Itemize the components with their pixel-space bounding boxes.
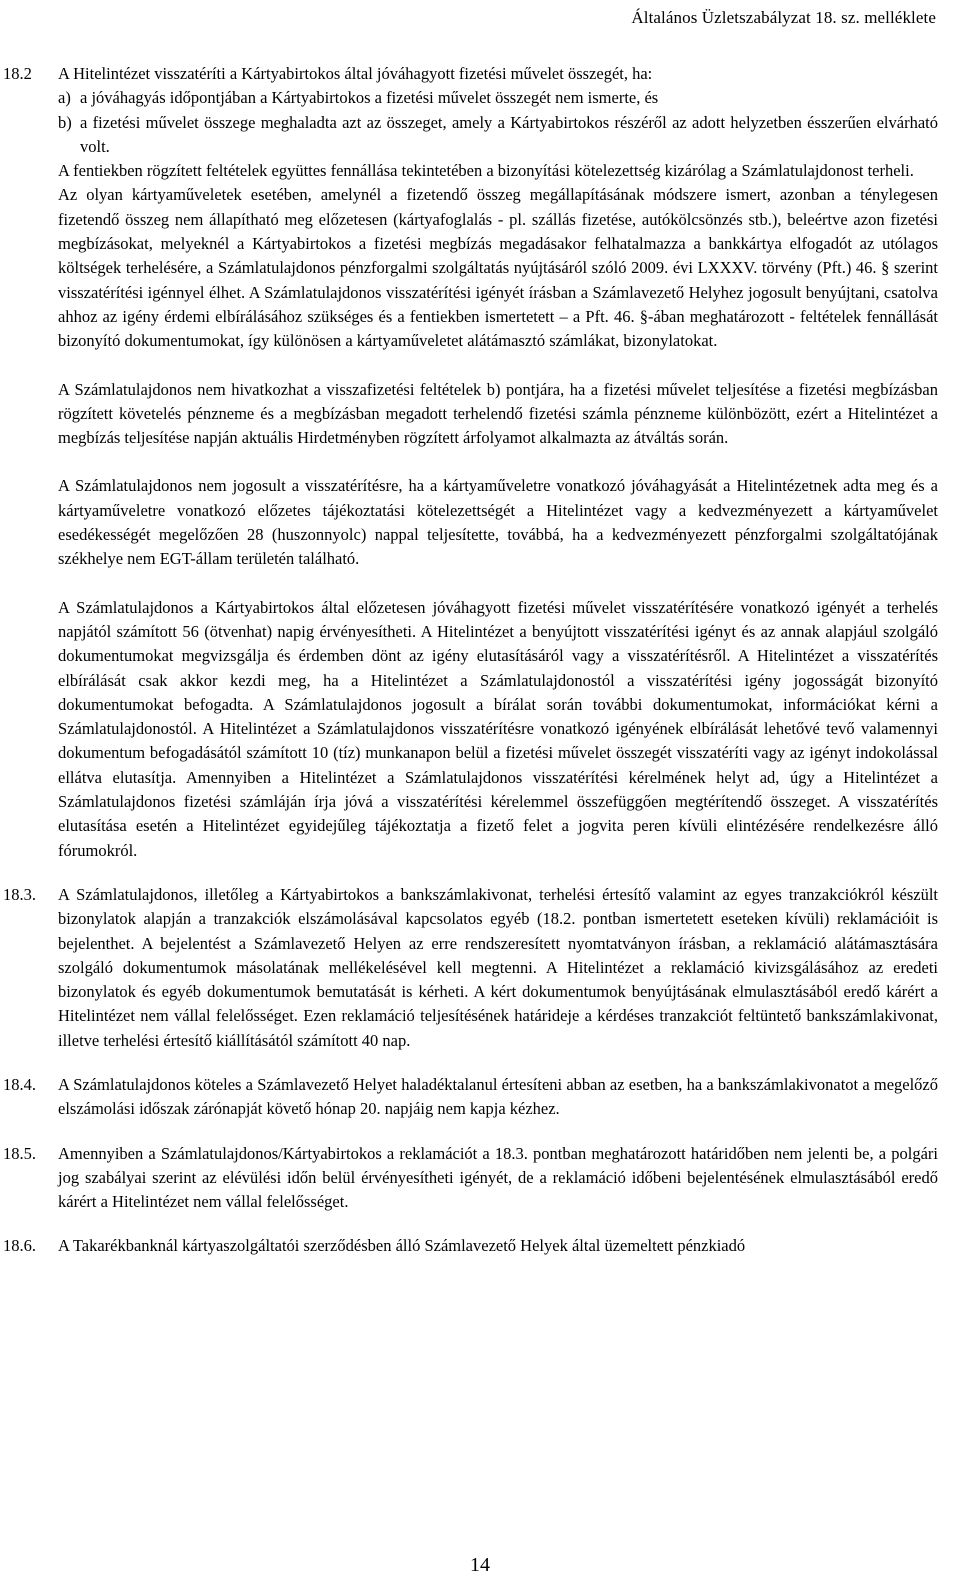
section-intro: A Hitelintézet visszatéríti a Kártyabirtokos által jóváhagyott fizetési művelet összegét, ha: [58, 64, 653, 83]
section-text: A Takarékbanknál kártyaszolgáltatói szerződésben álló Számlavezető Helyek által üzemeltett pénzkiadó [58, 1236, 746, 1256]
list-item-text: a jóváhagyás időpontjában a Kártyabirtokos a fizetési művelet összegét nem ismerte, és [80, 88, 659, 108]
section-18-5 [0, 1142, 960, 1215]
section-text: A Számlatulajdonos köteles a Számlavezető Helyet haladéktalanul értesíteni abban az esetben, ha a bankszámlakivonatot a megelőző elszámolási időszak zárónapját követő hónap 20. napjáig nem kapja kézhez. [58, 1074, 938, 1119]
page-number: 14 [470, 1554, 490, 1576]
section-18-4 [0, 1073, 960, 1122]
section-body [58, 62, 938, 863]
section-18-2 [0, 62, 960, 863]
paragraph: A Számlatulajdonos a Kártyabirtokos által előzetesen jóváhagyott fizetési művelet visszatérítésére vonatkozó igényét a terhelés napjától számított 56 (ötvenhat) napig érvényesítheti. A Hitelintézet a benyújtott visszatérítési igényt és az annak alapjául szolgáló dokumentumokat megvizsgálja és érdemben dönt az igény elutasításáról vagy a visszatérítésről. A Hitelintézet a visszatérítés elbírálását csak akkor kezdi meg, ha a Hitelintézet a Számlatulajdonostól a visszatérítési igény jogosságát bizonyító dokumentumokat befogadta. A Számlatulajdonos jogosult a bírálat során további dokumentumokat, információkat kérni a Számlatulajdonostól. A Hitelintézet a Számlatulajdonos visszatérítésre vonatkozó igényének elbírálását lehetővé tevő valamennyi dokumentum befogadásától számított 10 (tíz) munkanapon belül a fizetési művelet összegét visszatéríti vagy az igényt indokolással ellátva elutasítja. Amennyiben a Hitelintézet a Számlatulajdonos visszatérítési kérelmének helyt ad, úgy a Hitelintézet a Számlatulajdonos fizetési számláján írja jóvá a visszatérítési kérelemmel összefüggően megtérítendő összeget. A visszatérítés elutasítása esetén a Hitelintézet egyidejűleg tájékoztatja a fizető felet a jogvita peren kívüli elintézésére rendelkezésre álló fórumokról. [58, 597, 938, 860]
section-number: 18.3. [3, 884, 36, 904]
paragraph: A Számlatulajdonos nem hivatkozhat a visszafizetési feltételek b) pontjára, ha a fizetési művelet teljesítése a fizetési megbízásban rögzített követelés pénzneme és a megbízásban megadott terhelendő fizetési számla pénzneme különbözött, ezért a Hitelintézet a megbízás teljesítése napján aktuális Hirdetményben rögzített árfolyamot alkalmazta az átváltás során. [58, 379, 938, 448]
list-item [58, 111, 938, 160]
section-number: 18.2 [3, 64, 32, 83]
list-item-label: b) [58, 112, 72, 132]
section-number: 18.4. [3, 1074, 36, 1094]
section-number: 18.6. [3, 1236, 36, 1256]
section-18-6 [0, 1234, 960, 1258]
list-item-text: a fizetési művelet összege meghaladta azt az összeget, amely a Kártyabirtokos részéről az adott helyzetben ésszerűen elvárható volt. [80, 112, 938, 156]
list-item-label: a) [58, 88, 71, 108]
section-number: 18.5. [3, 1143, 36, 1163]
paragraph: A fentiekben rögzített feltételek együttes fennállása tekintetében a bizonyítási kötelezettség kizárólag a Számlatulajdonost terheli. [58, 161, 914, 181]
section-text: Amennyiben a Számlatulajdonos/Kártyabirtokos a reklamációt a 18.3. pontban meghatározott határidőben nem jelenti be, a polgári jog szabályai szerint az elévülési időn belül érvényesítheti igényét, de a reklamáció időbeni bejelentésének elmulasztásából eredő kárért a Hitelintézet nem vállal felelősséget. [58, 1143, 938, 1212]
list-item [58, 86, 938, 110]
document-header: Általános Üzletszabályzat 18. sz. melléklete [631, 8, 936, 27]
paragraph: A Számlatulajdonos nem jogosult a visszatérítésre, ha a kártyaműveletre vonatkozó jóváhagyását a Hitelintézetnek adta meg és a kártyaműveletre vonatkozó előzetes tájékoztatási kötelezettségét a Hitelintézet vagy a kedvezményezett a kártyaművelet esedékességét megelőzően 28 (huszonnyolc) nappal teljesítette, továbbá, ha a kedvezményezett pénzforgalmi szolgáltatójának székhelye nem EGT-állam területén található. [58, 476, 938, 569]
section-18-3 [0, 883, 960, 1053]
paragraph: Az olyan kártyaműveletek esetében, amelynél a fizetendő összeg megállapításának módszere ismert, azonban a ténylegesen fizetendő összeg nem állapítható meg előzetesen (kártyafoglalás - pl. szállás fizetése, autókölcsönzés stb.), beleértve azon fizetési megbízásokat, melyeknél a Kártyabirtokos a fizetési megbízás megadásakor felhatalmazza a bankkártya elfogadót az utólagos költségek terhelésére, a Számlatulajdonos pénzforgalmi szolgáltatás nyújtásáról szóló 2009. évi LXXXV. törvény (Pft.) 46. § szerint visszatérítési igénnyel élhet. A Számlatulajdonos visszatérítési igényét írásban a Számlavezető Helyhez jogosult benyújtani, csatolva ahhoz az igény érdemi elbírálásához szükséges és a fentiekben ismertetett – a Pft. 46. §-ában meghatározott - feltételek fennállását bizonyító dokumentumokat, így különösen a kártyaműveletet alátámasztó számlákat, bizonylatokat. [58, 185, 938, 351]
document-body [0, 62, 960, 1259]
section-text: A Számlatulajdonos, illetőleg a Kártyabirtokos a bankszámlakivonat, terhelési értesítő valamint az egyes tranzakciókról készült bizonylatok alapján a tranzakciók elszámolásával kapcsolatos egyéb (18.2. pontban ismertetett eseteken kívüli) reklamációit is bejelenthet. A bejelentést a Számlavezető Helyen az erre rendszeresített nyomtatványon írásban, a reklamáció alátámasztására szolgáló dokumentumok másolatának mellékelésével kell megtenni. A Hitelintézet a reklamáció kivizsgálásához az eredeti bizonylatok és egyéb dokumentumok bemutatását is kérheti. A kért dokumentumok benyújtásának elmulasztásából eredő kárért a Hitelintézet nem vállal felelősséget. Ezen reklamáció teljesítésének határideje a kérdéses tranzakciót feltüntető bankszámlakivonat, illetve terhelési értesítő kiállításától számított 40 nap. [58, 884, 938, 1050]
